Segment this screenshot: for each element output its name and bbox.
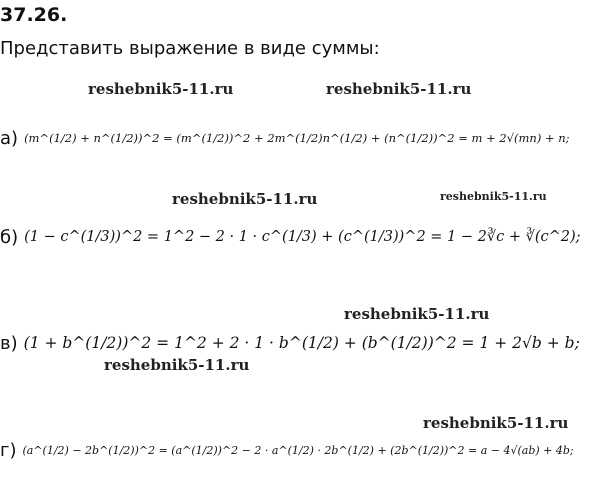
item-expression: (m^(1/2) + n^(1/2))^2 = (m^(1/2))^2 + 2m^(1/2)n^(1/2) + (n^(1/2))^2 = m + 2√(mn) + n;: [24, 131, 570, 145]
item-label: а): [0, 127, 19, 149]
solution-item-g: [0, 425, 574, 475]
watermark: reshebnik5-11.ru: [88, 80, 234, 98]
solution-item-b: [0, 212, 581, 262]
item-label: в): [0, 332, 18, 354]
problem-number: 37.26.: [0, 4, 68, 26]
watermark: reshebnik5-11.ru: [440, 190, 547, 203]
problem-instruction: Представить выражение в виде суммы:: [0, 38, 380, 59]
watermark: reshebnik5-11.ru: [104, 356, 250, 374]
solution-item-a: [0, 113, 570, 163]
item-label: г): [0, 439, 17, 461]
item-expression: (1 + b^(1/2))^2 = 1^2 + 2 · 1 · b^(1/2) + (b^(1/2))^2 = 1 + 2√b + b;: [23, 334, 580, 352]
item-expression: (1 − c^(1/3))^2 = 1^2 − 2 · 1 · c^(1/3) + (c^(1/3))^2 = 1 − 2∛c + ∛(c^2);: [24, 229, 581, 245]
item-label: б): [0, 226, 19, 248]
watermark: reshebnik5-11.ru: [172, 190, 318, 208]
watermark: reshebnik5-11.ru: [344, 305, 490, 323]
watermark: reshebnik5-11.ru: [326, 80, 472, 98]
watermark: reshebnik5-11.ru: [423, 414, 569, 432]
item-expression: (a^(1/2) − 2b^(1/2))^2 = (a^(1/2))^2 − 2 · a^(1/2) · 2b^(1/2) + (2b^(1/2))^2 = a − 4√(ab) + 4b;: [22, 443, 574, 457]
solution-item-v: [0, 318, 580, 368]
